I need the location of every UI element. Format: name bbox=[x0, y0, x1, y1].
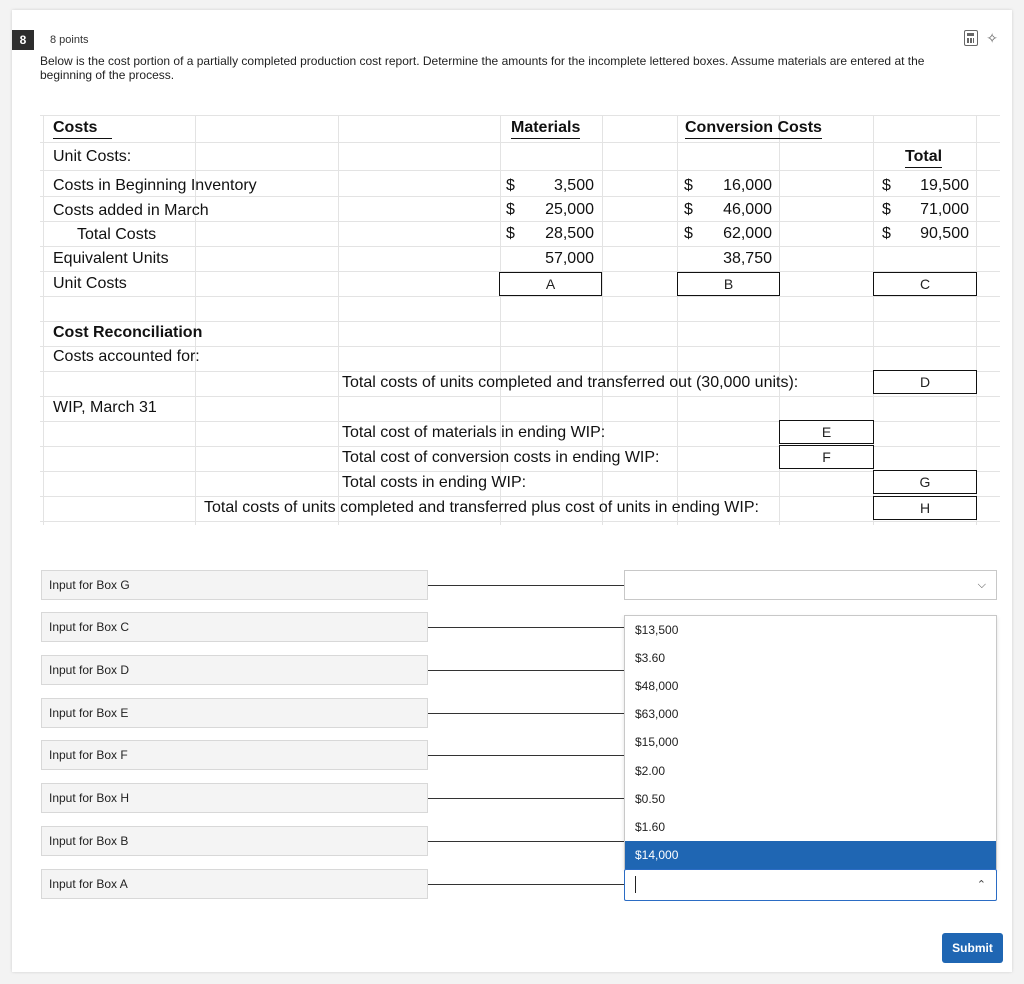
match-label-box-a: Input for Box A bbox=[41, 869, 428, 899]
dropdown-option[interactable]: $3.60 bbox=[635, 651, 666, 665]
match-connector bbox=[428, 884, 624, 885]
dropdown-option-highlighted[interactable]: $14,000 bbox=[625, 841, 996, 869]
match-label-box-g: Input for Box G bbox=[41, 570, 428, 600]
total-added: 71,000 bbox=[920, 201, 969, 218]
match-label-box-f: Input for Box F bbox=[41, 740, 428, 770]
match-label-box-c: Input for Box C bbox=[41, 612, 428, 642]
match-label-box-e: Input for Box E bbox=[41, 698, 428, 728]
header-costs: Costs bbox=[53, 118, 112, 139]
dropdown-option[interactable]: $1.60 bbox=[635, 820, 666, 834]
match-connector bbox=[428, 627, 624, 628]
match-label-box-d: Input for Box D bbox=[41, 655, 428, 685]
match-connector bbox=[428, 755, 624, 756]
wip-conversion-label: Total cost of conversion costs in ending WIP: bbox=[342, 449, 660, 466]
row-label-equivalent-units: Equivalent Units bbox=[53, 250, 169, 267]
question-tools bbox=[964, 30, 998, 46]
box-d: D bbox=[873, 370, 977, 394]
costs-accounted-for-label: Costs accounted for: bbox=[53, 348, 200, 365]
header-materials: Materials bbox=[511, 118, 580, 139]
submit-button[interactable]: Submit bbox=[942, 933, 1003, 963]
box-c: C bbox=[873, 272, 977, 296]
transferred-out-label: Total costs of units completed and transferred out (30,000 units): bbox=[342, 374, 799, 391]
question-prompt: Below is the cost portion of a partially completed production cost report. Determine the amounts for the incomplete lettered boxes. Assume materials are entered at the beginning of the process. bbox=[40, 54, 925, 82]
row-label-costs-added: Costs added in March bbox=[53, 202, 209, 219]
box-a: A bbox=[499, 272, 602, 296]
row-label-unit-costs: Unit Costs bbox=[53, 275, 127, 292]
row-label-beginning-inventory: Costs in Beginning Inventory bbox=[53, 177, 257, 194]
match-connector bbox=[428, 798, 624, 799]
box-f: F bbox=[779, 445, 874, 469]
wip-total-label: Total costs in ending WIP: bbox=[342, 474, 527, 491]
currency-symbol: $ bbox=[506, 177, 515, 194]
dropdown-option[interactable]: $0.50 bbox=[635, 792, 666, 806]
materials-added: 25,000 bbox=[545, 201, 594, 218]
cost-reconciliation-title: Cost Reconciliation bbox=[53, 324, 203, 341]
production-cost-report bbox=[40, 115, 1000, 525]
materials-equivalent-units: 57,000 bbox=[545, 250, 594, 267]
currency-symbol: $ bbox=[882, 201, 891, 218]
question-points: 8 points bbox=[50, 34, 89, 46]
select-box-a[interactable] bbox=[624, 869, 997, 901]
chevron-down-icon: ⌵ bbox=[977, 579, 986, 591]
dropdown-option[interactable]: $48,000 bbox=[635, 679, 679, 693]
conversion-equivalent-units: 38,750 bbox=[723, 250, 772, 267]
materials-total: 28,500 bbox=[545, 225, 594, 242]
dropdown-option[interactable]: $63,000 bbox=[635, 707, 679, 721]
materials-beginning: 3,500 bbox=[553, 177, 594, 194]
currency-symbol: $ bbox=[684, 225, 693, 242]
currency-symbol: $ bbox=[684, 177, 693, 194]
header-conversion-costs: Conversion Costs bbox=[685, 118, 822, 139]
currency-symbol: $ bbox=[506, 201, 515, 218]
wip-materials-label: Total cost of materials in ending WIP: bbox=[342, 424, 606, 441]
match-connector bbox=[428, 713, 624, 714]
currency-symbol: $ bbox=[684, 201, 693, 218]
match-label-box-b: Input for Box B bbox=[41, 826, 428, 856]
box-h: H bbox=[873, 496, 977, 520]
box-g: G bbox=[873, 470, 977, 494]
row-label-unit-costs-heading: Unit Costs: bbox=[53, 148, 132, 165]
question-number: 8 bbox=[12, 30, 34, 50]
text-cursor bbox=[635, 876, 636, 893]
chevron-up-icon: ⌃ bbox=[976, 879, 986, 891]
select-box-g[interactable] bbox=[624, 570, 997, 600]
row-label-total-costs: Total Costs bbox=[77, 226, 157, 243]
dropdown-option[interactable]: $13,500 bbox=[635, 623, 679, 637]
currency-symbol: $ bbox=[506, 225, 515, 242]
header-total: Total bbox=[905, 147, 942, 168]
wip-march-label: WIP, March 31 bbox=[53, 399, 157, 416]
total-total: 90,500 bbox=[920, 225, 969, 242]
currency-symbol: $ bbox=[882, 177, 891, 194]
currency-symbol: $ bbox=[882, 225, 891, 242]
dropdown-option[interactable]: $15,000 bbox=[635, 735, 679, 749]
grand-total-label: Total costs of units completed and transferred plus cost of units in ending WIP: bbox=[204, 499, 759, 516]
calculator-icon[interactable] bbox=[964, 30, 978, 46]
pin-icon[interactable]: ✧ bbox=[986, 30, 998, 46]
match-connector bbox=[428, 670, 624, 671]
box-e: E bbox=[779, 420, 874, 444]
total-beginning: 19,500 bbox=[920, 177, 969, 194]
conversion-total: 62,000 bbox=[723, 225, 772, 242]
match-connector bbox=[428, 841, 624, 842]
answer-dropdown-list bbox=[624, 615, 997, 869]
match-connector bbox=[428, 585, 624, 586]
conversion-added: 46,000 bbox=[723, 201, 772, 218]
conversion-beginning: 16,000 bbox=[723, 177, 772, 194]
match-label-box-h: Input for Box H bbox=[41, 783, 428, 813]
box-b: B bbox=[677, 272, 780, 296]
dropdown-option[interactable]: $2.00 bbox=[635, 764, 666, 778]
